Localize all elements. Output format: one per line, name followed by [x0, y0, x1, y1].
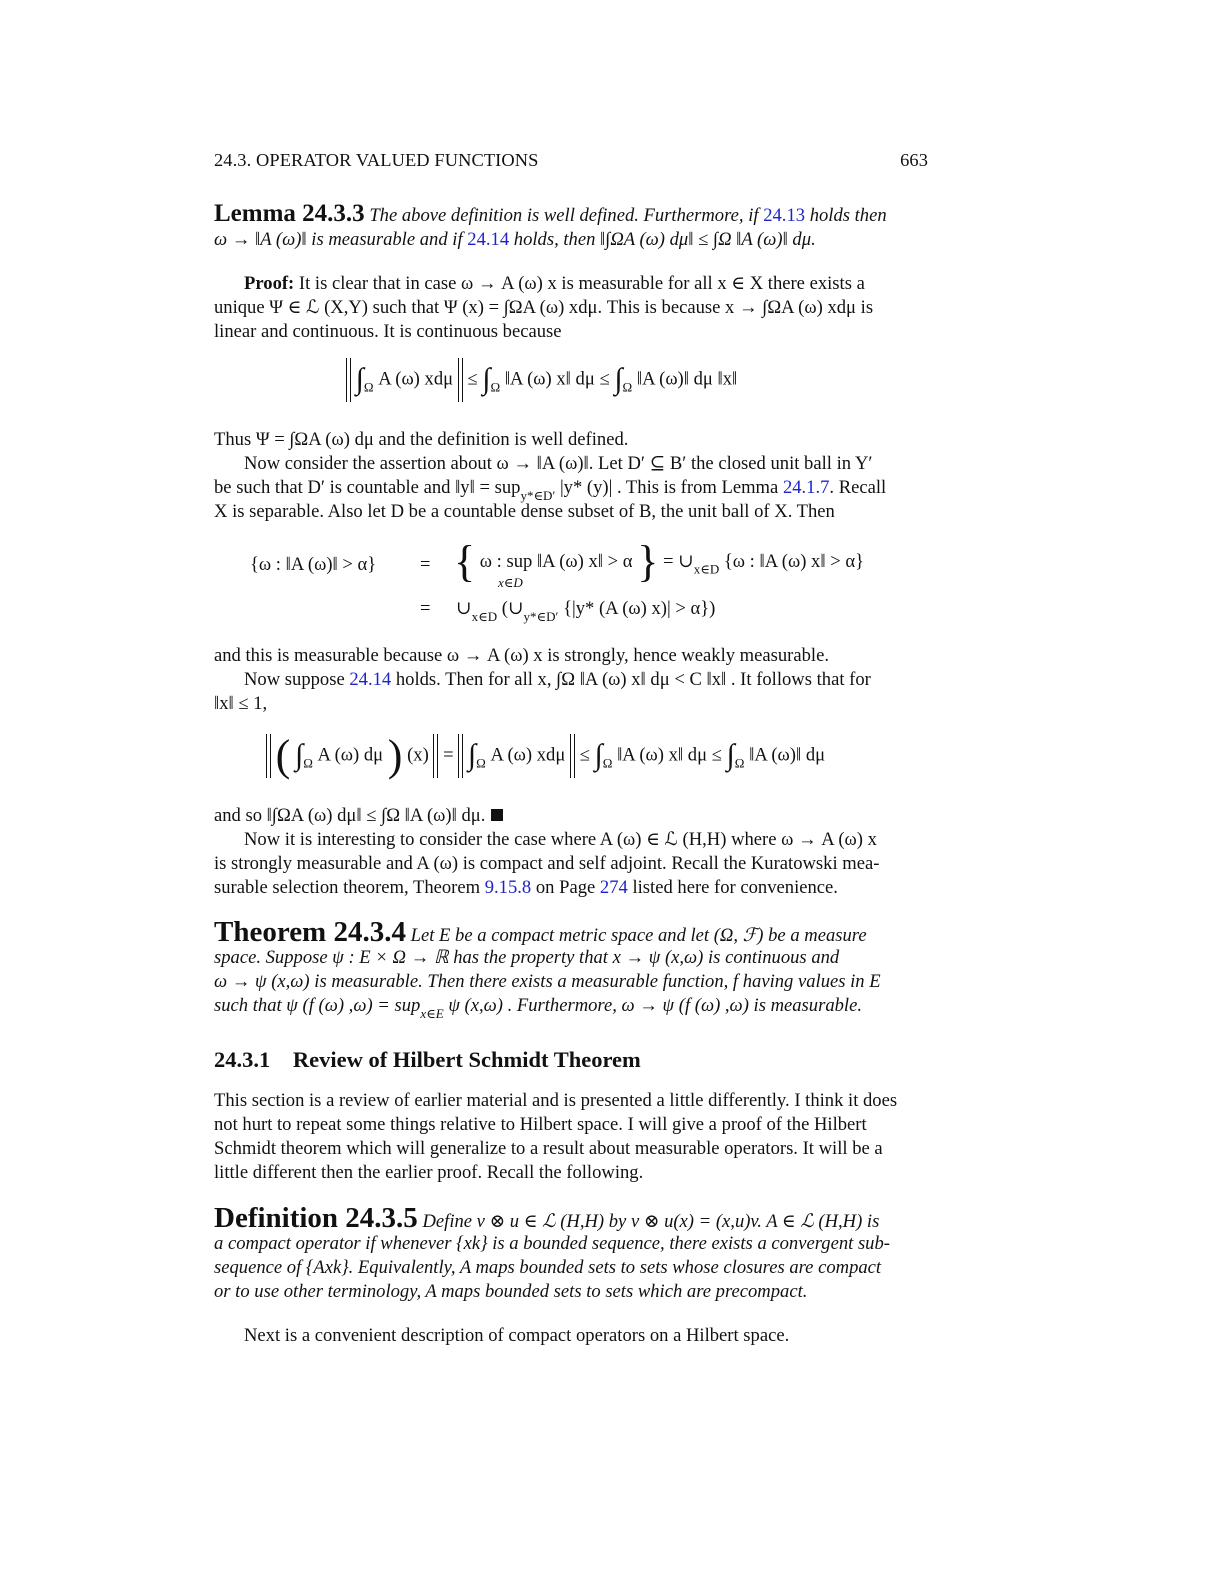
proof-line-10: ‖x‖ ≤ 1,: [214, 693, 268, 714]
body-line-1: This section is a review of earlier material and is presented a little differently. I think it does: [214, 1090, 898, 1111]
eq-term: ω : sup ‖A (ω) x‖ > α: [479, 551, 633, 572]
norm-bar: [458, 358, 463, 402]
closing-line: Next is a convenient description of compact operators on a Hilbert space.: [244, 1325, 790, 1346]
proof-line-5: Now consider the assertion about ω → ‖A (ω)‖. Let D′ ⊆ B′ the closed unit ball in Y′: [244, 453, 873, 474]
lemma-line-1: [214, 202, 887, 228]
eq-term: A (ω) xdμ: [490, 744, 566, 766]
proof-line-14: [214, 876, 838, 900]
page-ref-link[interactable]: 274: [599, 877, 628, 898]
subsection-number: 24.3.1: [214, 1047, 271, 1072]
page-number: 663: [900, 150, 928, 170]
subscript: Ω: [602, 755, 613, 771]
norm-bar: [346, 358, 351, 402]
equation-ref-link[interactable]: 24.13: [763, 205, 806, 226]
norm-bar: [458, 734, 463, 778]
eq-term: ∪: [456, 598, 472, 619]
proof-text: surable selection theorem, Theorem: [214, 877, 481, 898]
eq-term: =: [443, 744, 454, 766]
norm-bar: [570, 734, 575, 778]
integral-sign: ∫: [355, 362, 364, 396]
norm-bar: [266, 734, 271, 778]
proof-line-12: Now it is interesting to consider the case where A (ω) ∈ ℒ (H,H) where ω → A (ω) x: [244, 829, 877, 850]
brace-right: }: [637, 537, 659, 586]
definition-text: Define v ⊗ u ∈ ℒ (H,H) by v ⊗ u(x) = (x,u)v. A ∈ ℒ (H,H) is: [422, 1211, 880, 1232]
eq-term: ‖A (ω) x‖ dμ ≤: [504, 368, 610, 390]
eq-equals: =: [420, 554, 431, 575]
paren-left: (: [275, 731, 291, 780]
body-line-2: not hurt to repeat some things relative to Hilbert space. I will give a proof of the Hilbert: [214, 1114, 867, 1135]
theorem-line-3: ω → ψ (x,ω) is measurable. Then there exists a measurable function, f having values in E: [214, 971, 881, 992]
subscript: Ω: [476, 755, 486, 771]
eq-term: = ∪: [662, 551, 694, 572]
eq-term: ‖A (ω)‖ dμ ‖x‖: [636, 368, 738, 390]
display-equation-1: [346, 358, 737, 402]
subscript: x∈E: [420, 1006, 444, 1021]
paren-right: ): [387, 731, 403, 780]
proof-line-1: [214, 272, 865, 296]
proof-text: listed here for convenience.: [632, 877, 838, 898]
proof-line-2: unique Ψ ∈ ℒ (X,Y) such that Ψ (x) = ∫ΩA (ω) xdμ. This is because x → ∫ΩA (ω) xdμ is: [214, 297, 874, 318]
subscript: Ω: [622, 379, 633, 395]
subscript: Ω: [303, 755, 313, 771]
subscript: y*∈D′: [520, 488, 556, 503]
proof-text: |y* (y)| . This is from Lemma: [559, 477, 779, 498]
proof-line-13: is strongly measurable and A (ω) is compact and self adjoint. Recall the Kuratowski mea-: [214, 853, 880, 874]
subsection-title: Review of Hilbert Schmidt Theorem: [292, 1047, 641, 1072]
theorem-text: Let E be a compact metric space and let (Ω, ℱ) be a measure: [410, 925, 867, 946]
definition-line-3: sequence of {Axk}. Equivalently, A maps bounded sets to sets whose closures are compact: [214, 1257, 882, 1278]
integral-sign: ∫: [482, 362, 491, 396]
theorem-text: such that ψ (f (ω) ,ω) = sup: [214, 995, 421, 1016]
theorem-line-2: space. Suppose ψ : E × Ω → ℝ has the property that x → ψ (x,ω) is continuous and: [214, 947, 840, 968]
running-header: [214, 148, 928, 172]
eq-term: {|y* (A (ω) x)| > α}): [563, 598, 716, 619]
definition-line-4: or to use other terminology, A maps bounded sets to sets which are precompact.: [214, 1281, 808, 1302]
eq-term: ≤: [579, 744, 590, 766]
lemma-label: Lemma 24.3.3: [214, 200, 365, 227]
subscript: Ω: [490, 379, 501, 395]
brace-left: {: [454, 537, 476, 586]
eq-term: (x): [407, 744, 429, 766]
eq-term: A (ω) xdμ: [378, 368, 454, 390]
subscript: Ω: [734, 755, 745, 771]
integral-sign: ∫: [294, 738, 304, 772]
proof-text: on Page: [535, 877, 596, 898]
proof-label: Proof:: [244, 273, 295, 294]
integral-sign: ∫: [614, 362, 623, 396]
subscript: y*∈D′: [523, 609, 559, 624]
subsection-heading: [214, 1048, 641, 1074]
eq-lhs: {ω : ‖A (ω)‖ > α}: [250, 554, 377, 575]
theorem-ref-link[interactable]: 9.15.8: [484, 877, 532, 898]
eq-term: A (ω) dμ: [317, 744, 384, 766]
eq-term: (∪: [501, 598, 524, 619]
lemma-text: holds then: [809, 205, 887, 226]
definition-label: Definition 24.3.5: [214, 1202, 418, 1234]
subscript: x∈D: [693, 561, 720, 577]
eq-rhs-2: [456, 598, 715, 625]
definition-line-1: [214, 1202, 880, 1234]
sup-subscript: x∈D: [498, 575, 523, 590]
proof-line-3: linear and continuous. It is continuous because: [214, 321, 562, 342]
lemma-text: ω → ‖A (ω)‖ is measurable and if: [214, 229, 463, 250]
equation-ref-link[interactable]: 24.14: [349, 669, 392, 690]
norm-bar: [433, 734, 438, 778]
definition-line-2: a compact operator if whenever {xk} is a bounded sequence, there exists a convergent sub-: [214, 1233, 890, 1254]
eq-equals: =: [420, 598, 431, 619]
body-line-4: little different then the earlier proof. Recall the following.: [214, 1162, 644, 1183]
display-equation-3: [266, 731, 826, 780]
eq-term: ‖A (ω) x‖ dμ ≤: [617, 744, 722, 766]
body-line-3: Schmidt theorem which will generalize to a result about measurable operators. It will be a: [214, 1138, 883, 1159]
proof-line-8: and this is measurable because ω → A (ω) x is strongly, hence weakly measurable.: [214, 645, 829, 666]
theorem-label: Theorem 24.3.4: [214, 916, 406, 948]
proof-text: It is clear that in case ω → A (ω) x is measurable for all x ∈ X there exists a: [298, 273, 865, 294]
eq-term: {ω : ‖A (ω) x‖ > α}: [723, 551, 865, 572]
equation-ref-link[interactable]: 24.14: [467, 229, 510, 250]
proof-line-11: [214, 804, 503, 828]
theorem-text: ψ (x,ω) . Furthermore, ω → ψ (f (ω) ,ω) is measurable.: [448, 995, 862, 1016]
proof-text: and so ‖∫ΩA (ω) dμ‖ ≤ ∫Ω ‖A (ω)‖ dμ.: [214, 805, 486, 826]
subscript: Ω: [363, 379, 374, 395]
lemma-ref-link[interactable]: 24.1.7: [782, 477, 830, 498]
proof-text: holds. Then for all x, ∫Ω ‖A (ω) x‖ dμ < C ‖x‖ . It follows that for: [395, 669, 871, 690]
integral-sign: ∫: [594, 738, 603, 772]
proof-line-9: [214, 668, 871, 692]
eq-term: ≤: [467, 368, 478, 390]
theorem-line-1: [214, 916, 867, 948]
eq-term: ‖A (ω)‖ dμ: [749, 744, 826, 766]
proof-line-7: X is separable. Also let D be a countable dense subset of B, the unit ball of X. Then: [214, 501, 835, 522]
integral-sign: ∫: [726, 738, 735, 772]
lemma-text: The above definition is well defined. Furthermore, if: [369, 205, 759, 226]
proof-text: . Recall: [829, 477, 887, 498]
lemma-text: holds, then ‖∫ΩA (ω) dμ‖ ≤ ∫Ω ‖A (ω)‖ dμ.: [513, 229, 816, 250]
header-section: 24.3. OPERATOR VALUED FUNCTIONS: [214, 150, 539, 170]
subscript: x∈D: [471, 609, 498, 624]
proof-text: be such that D′ is countable and ‖y‖ = sup: [214, 477, 521, 498]
theorem-line-4: [214, 994, 862, 1026]
display-equation-2-row-1: [250, 554, 376, 576]
proof-line-4: Thus Ψ = ∫ΩA (ω) dμ and the definition is well defined.: [214, 429, 629, 450]
integral-sign: ∫: [467, 738, 477, 772]
lemma-line-2: [214, 228, 816, 252]
qed-square-icon: [491, 809, 503, 821]
proof-text: Now suppose: [244, 669, 345, 690]
